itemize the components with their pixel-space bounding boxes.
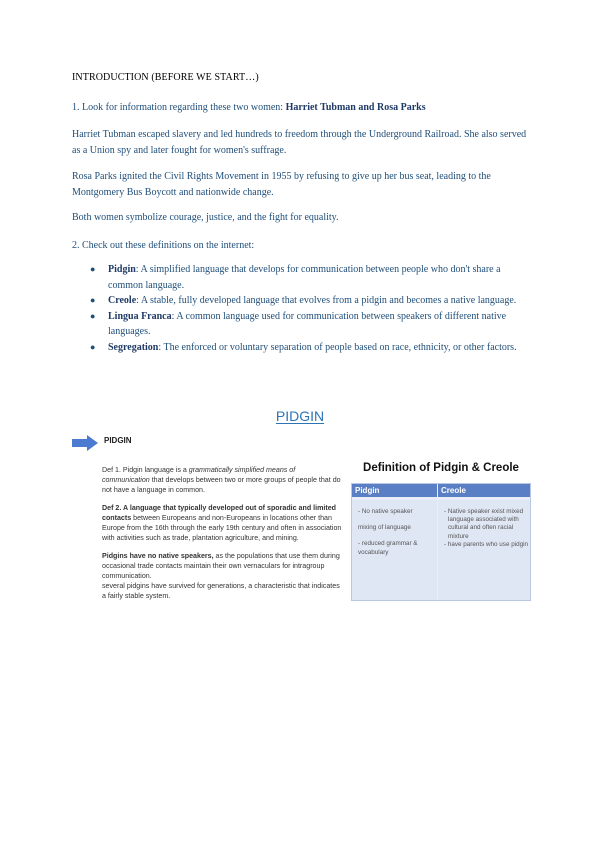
- question-2: 2. Check out these definitions on the internet:: [72, 240, 255, 251]
- tubman-paragraph: Harriet Tubman escaped slavery and led hundreds to freedom through the Underground Railroad. She also served as a Union spy and later fought for women's suffrage.: [72, 129, 527, 156]
- creole-column: [438, 500, 530, 600]
- definition-term: Pidgin: [108, 264, 136, 275]
- pidgin-def-3: Pidgins have no native speakers, as the populations that use them during occasional trade contacts maintain their own vernaculars for intragroup communication. several pidgins have survived for generations, a characteristic that indicates a fairly stable system.: [102, 552, 340, 600]
- pidgin-column: [352, 500, 437, 600]
- list-item: - have parents who use pidgin: [444, 540, 529, 548]
- definition-item: [88, 340, 528, 356]
- comparison-title: Definition of Pidgin & Creole: [363, 462, 519, 474]
- pidgin-definitions-image: [102, 465, 342, 609]
- pidgin-def-1: Def 1. Pidgin language is a grammatically simplified means of communication that develops between two or more groups of people that do not have a language in common.: [102, 466, 341, 494]
- bullet-icon: ●: [90, 341, 96, 352]
- list-item: - reduced grammar & vocabulary: [358, 540, 418, 556]
- bullet-icon: ●: [90, 264, 96, 274]
- comparison-table: [351, 483, 531, 601]
- definition-item: [88, 262, 528, 293]
- creole-column-header: Creole: [438, 484, 530, 497]
- pidgin-column-header: Pidgin: [352, 484, 437, 497]
- definition-item: [88, 309, 528, 340]
- question-1-text: 1. Look for information regarding these two women:: [72, 102, 286, 113]
- definition-term: Lingua Franca: [108, 310, 172, 322]
- definition-text: : A common language used for communication between speakers of different native languages.: [108, 310, 507, 337]
- bullet-icon: ●: [90, 310, 96, 321]
- definition-term: Segregation: [108, 341, 159, 353]
- question-1: [72, 100, 530, 116]
- pidgin-arrow-label: PIDGIN: [104, 436, 132, 445]
- pidgin-def-2: Def 2. A language that typically developed out of sporadic and limited contacts between Europeans and non-Europeans in locations other than Europe from the 16th through the early 19th century and often in association with activities such as trade, plantation agriculture, and mining.: [102, 504, 342, 542]
- definition-text: : A stable, fully developed language that evolves from a pidgin and becomes a native language.: [136, 295, 517, 306]
- list-item: - Native speaker exist mixed language associated with cultural and often racial mixture: [444, 508, 524, 540]
- bullet-icon: ●: [90, 295, 96, 305]
- definition-text: : The enforced or voluntary separation of people based on race, ethnicity, or other factors.: [158, 341, 517, 353]
- list-item: mixing of language: [358, 524, 411, 532]
- definitions-list: [88, 262, 528, 355]
- parks-paragraph: Rosa Parks ignited the Civil Rights Movement in 1955 by refusing to give up her bus seat, leading to the Montgomery Bus Boycott and nationwide change.: [72, 171, 491, 198]
- definition-item: [88, 293, 528, 309]
- definition-text: : A simplified language that develops for communication between people who don't share a common language.: [108, 264, 501, 291]
- arrow-right-icon: [72, 435, 98, 451]
- question-1-names: Harriet Tubman and Rosa Parks: [285, 102, 426, 113]
- pidgin-heading: PIDGIN: [275, 408, 325, 424]
- list-item: - No native speaker: [358, 508, 413, 515]
- both-paragraph: Both women symbolize courage, justice, and the fight for equality.: [72, 212, 339, 223]
- definition-term: Creole: [108, 295, 137, 306]
- intro-title: INTRODUCTION (BEFORE WE START…): [72, 72, 259, 83]
